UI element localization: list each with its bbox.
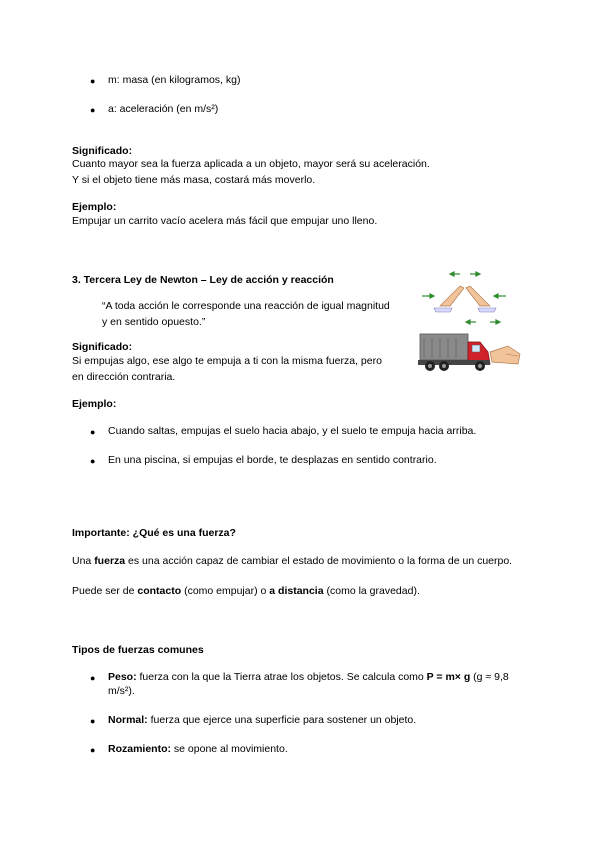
significado-line: en dirección contraria. [72, 371, 176, 383]
ejemplo-heading: Ejemplo: [72, 201, 117, 213]
distancia-term: a distancia [269, 585, 324, 597]
example-item: Cuando saltas, empujas el suelo hacia abajo, y el suelo te empuja hacia arriba. [108, 425, 477, 437]
types-heading: Tipos de fuerzas comunes [72, 644, 204, 656]
ejemplo-text: Empujar un carrito vacío acelera más fácil que empujar uno lleno. [72, 215, 378, 227]
arrow-icon [422, 272, 506, 324]
action-reaction-illustration [410, 268, 522, 378]
significado-heading: Significado: [72, 341, 133, 353]
truck-icon [418, 334, 490, 371]
example-item: En una piscina, si empujas el borde, te desplazas en sentido contrario. [108, 454, 437, 466]
force-type-peso: Peso: fuerza con la que la Tierra atrae los objetos. Se calcula como P = m× g (g ≈ 9,8 m/s²). [108, 671, 509, 697]
force-heading: Importante: ¿Qué es una fuerza? [72, 527, 236, 539]
quote-line: “A toda acción le corresponde una reacción de igual magnitud [102, 300, 390, 312]
unit-accel: a: aceleración (en m/s²) [108, 103, 219, 115]
ejemplo-heading: Ejemplo: [72, 398, 117, 410]
force-type-rozamiento: Rozamiento: se opone al movimiento. [108, 743, 288, 755]
quote-line: y en sentido opuesto.” [102, 316, 206, 328]
force-type-normal: Normal: fuerza que ejerce una superficie para sostener un objeto. [108, 714, 417, 726]
significado-line: Y si el objeto tiene más masa, costará más moverlo. [72, 174, 316, 186]
bullet-dot: ● [90, 456, 96, 466]
bullet-dot: ● [90, 745, 96, 755]
peso-formula: P = m× g [426, 671, 471, 683]
significado-heading: Significado: [72, 145, 133, 157]
bullet-dot: ● [90, 76, 96, 86]
bullet-dot: ● [90, 673, 96, 683]
unit-mass: m: masa (en kilogramos, kg) [108, 74, 241, 86]
hands-pushing-icon [434, 286, 496, 312]
bullet-dot: ● [90, 716, 96, 726]
force-types-sentence: Puede ser de contacto (como empujar) o a distancia (como la gravedad). [72, 585, 420, 597]
bullet-dot: ● [90, 105, 96, 115]
significado-line: Si empujas algo, ese algo te empuja a ti con la misma fuerza, pero [72, 355, 382, 367]
bullet-dot: ● [90, 427, 96, 437]
force-definition: Una fuerza es una acción capaz de cambiar el estado de movimiento o la forma de un cuerpo. [72, 555, 513, 567]
hand-pushing-icon [490, 346, 520, 364]
fuerza-term: fuerza [94, 555, 126, 567]
section-title-third-law: 3. Tercera Ley de Newton – Ley de acción y reacción [72, 274, 334, 286]
significado-line: Cuanto mayor sea la fuerza aplicada a un objeto, mayor será su aceleración. [72, 158, 430, 170]
contacto-term: contacto [137, 585, 182, 597]
